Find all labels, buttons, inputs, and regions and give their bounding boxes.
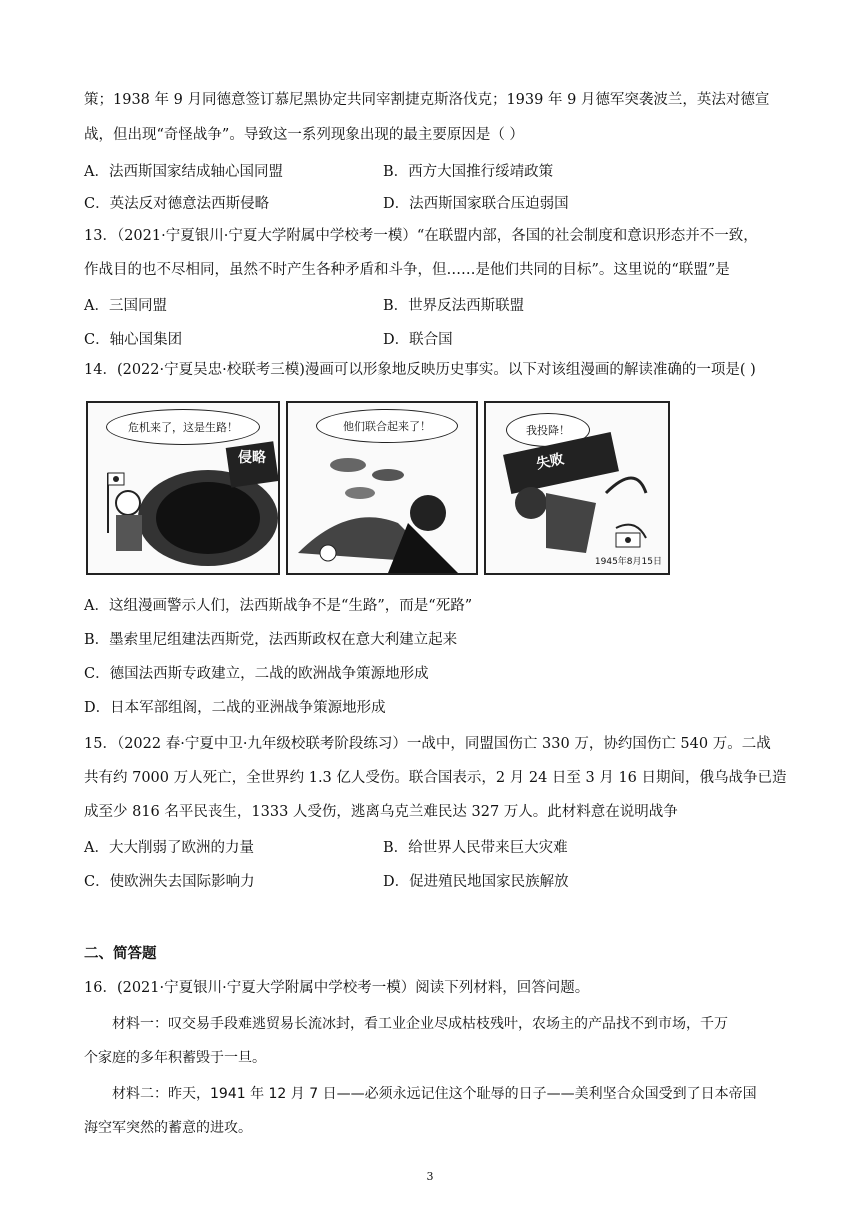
q12-stem-line1: 策；1938 年 9 月同德意签订慕尼黑协定共同宰割捷克斯洛伐克；1939 年 9 月德军突袭波兰，英法对德宣 <box>84 92 770 108</box>
q15-option-c[interactable]: C．使欧洲失去国际影响力 <box>84 874 255 890</box>
q12-option-d[interactable]: D．法西斯国家联合压迫弱国 <box>383 196 569 212</box>
section-title: 二、简答题 <box>84 945 157 962</box>
panel3-drawing <box>486 403 668 573</box>
q12-option-c[interactable]: C．英法反对德意法西斯侵略 <box>84 196 270 212</box>
q14-stem: 14．(2022·宁夏吴忠·校联考三模)漫画可以形象地反映历史事实。以下对该组漫画的解读准确的一项是( ) <box>84 362 756 378</box>
cartoon-panel-1 <box>86 401 280 575</box>
panel2-speech-bubble: 他们联合起来了！ <box>316 409 458 443</box>
panel1-sign-text: 侵略 <box>238 450 266 466</box>
q14-option-b[interactable]: B．墨索里尼组建法西斯党，法西斯政权在意大利建立起来 <box>84 632 458 648</box>
q16-material-2-line1: 材料二：昨天，1941 年 12 月 7 日——必须永远记住这个耻辱的日子——美利坚合众国受到了日本帝国 <box>112 1086 757 1102</box>
q16-material-1-line2: 个家庭的多年积蓄毁于一旦。 <box>84 1050 266 1066</box>
q16-material-1-line1: 材料一：叹交易手段难逃贸易长流冰封，看工业企业尽成枯枝残叶，农场主的产品找不到市场，千万 <box>112 1016 728 1032</box>
q14-option-c[interactable]: C．德国法西斯专政建立，二战的欧洲战争策源地形成 <box>84 666 429 682</box>
q12-option-a[interactable]: A．法西斯国家结成轴心国同盟 <box>84 164 283 180</box>
page-number: 3 <box>426 1170 434 1183</box>
panel3-date-text: 1945年8月15日 <box>594 557 662 567</box>
q14-option-d[interactable]: D．日本军部组阁，二战的亚洲战争策源地形成 <box>84 700 386 716</box>
q13-option-a[interactable]: A．三国同盟 <box>84 298 167 314</box>
q15-option-d[interactable]: D．促进殖民地国家民族解放 <box>383 874 569 890</box>
q15-stem-line1: 15．（2022 春·宁夏中卫·九年级校联考阶段练习）一战中，同盟国伤亡 330 万，协约国伤亡 540 万。二战 <box>84 736 771 752</box>
q15-option-b[interactable]: B．给世界人民带来巨大灾难 <box>383 840 568 856</box>
q13-stem-line2: 作战目的也不尽相同，虽然不时产生各种矛盾和斗争，但……是他们共同的目标”。这里说的“联盟”是 <box>84 262 730 278</box>
q15-stem-line3: 成至少 816 名平民丧生，1333 人受伤，逃离乌克兰难民达 327 万人。此材料意在说明战争 <box>84 804 678 820</box>
panel3-speech-bubble: 我投降！ <box>506 413 590 447</box>
cartoon-panel-2 <box>286 401 478 575</box>
q12-option-b[interactable]: B．西方大国推行绥靖政策 <box>383 164 554 180</box>
panel1-drawing <box>88 403 278 573</box>
q15-stem-line2: 共有约 7000 万人死亡，全世界约 1.3 亿人受伤。联合国表示，2 月 24 日至 3 月 16 日期间，俄乌战争已造 <box>84 770 787 786</box>
q13-option-c[interactable]: C．轴心国集团 <box>84 332 183 348</box>
panel3-sign-text: 失败 <box>534 451 566 473</box>
panel1-speech-bubble: 危机来了，这是生路！ <box>106 409 260 445</box>
q13-option-b[interactable]: B．世界反法西斯联盟 <box>383 298 525 314</box>
panel2-drawing <box>288 403 476 573</box>
cartoon-panel-3 <box>484 401 670 575</box>
q15-option-a[interactable]: A．大大削弱了欧洲的力量 <box>84 840 254 856</box>
q13-stem-line1: 13．（2021·宁夏银川·宁夏大学附属中学校考一模）“在联盟内部，各国的社会制度和意识形态并不一致， <box>84 228 758 244</box>
q12-stem-line2: 战，但出现“奇怪战争”。导致这一系列现象出现的最主要原因是（ ） <box>84 127 524 143</box>
q14-option-a[interactable]: A．这组漫画警示人们，法西斯战争不是“生路”，而是“死路” <box>84 598 473 614</box>
q16-material-2-line2: 海空军突然的蓄意的进攻。 <box>84 1120 252 1136</box>
q13-option-d[interactable]: D．联合国 <box>383 332 453 348</box>
q16-stem: 16．(2021·宁夏银川·宁夏大学附属中学校考一模）阅读下列材料，回答问题。 <box>84 980 590 996</box>
